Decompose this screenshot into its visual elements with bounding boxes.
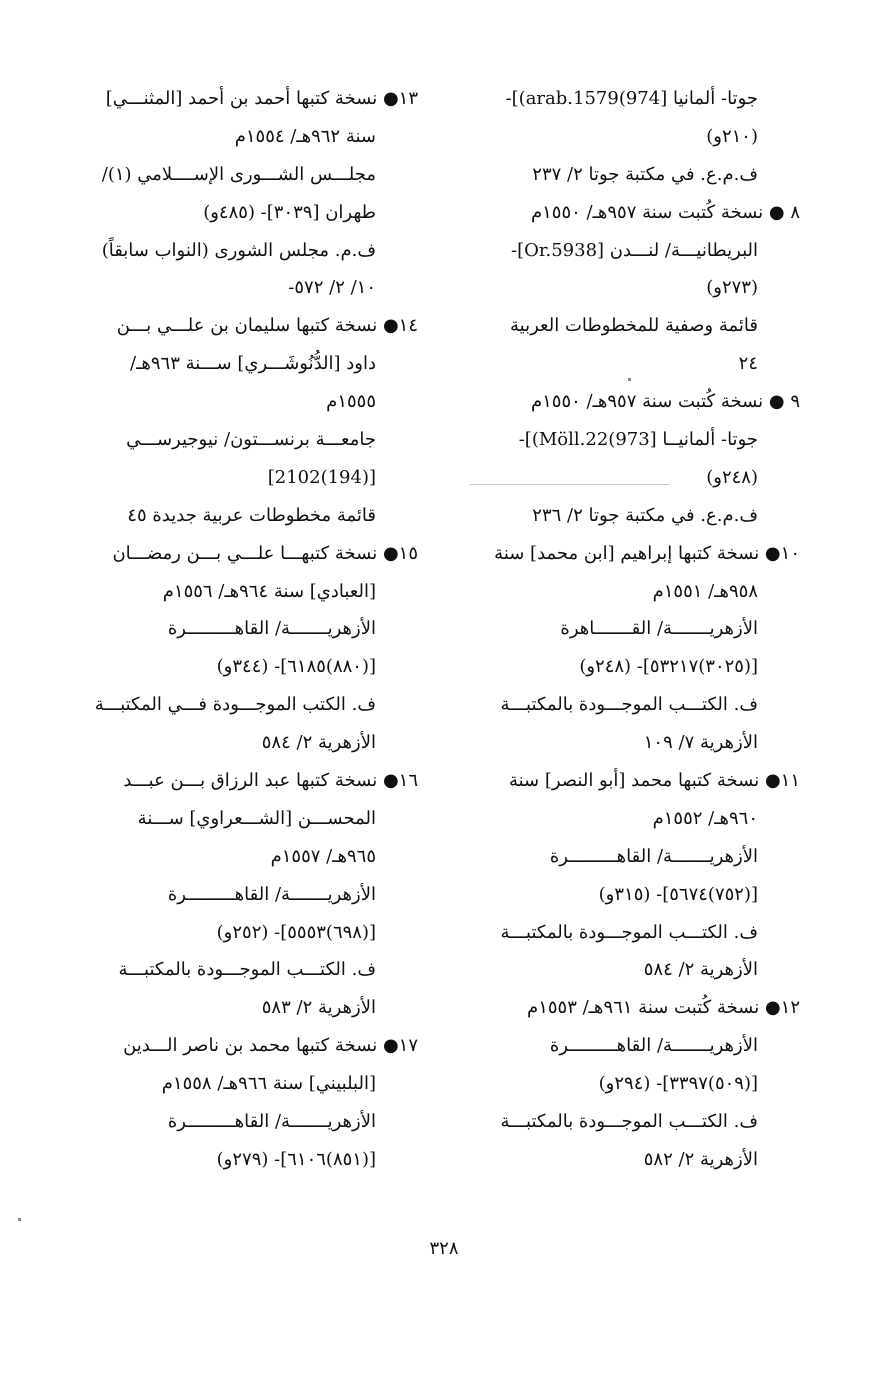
right-column-entry-heading: ٨ ● نسخة كُتبت سنة ٩٥٧هـ/ ١٥٥٠م <box>530 201 800 223</box>
right-column-line: جوتا- ألمانيا [974)arab.1579)]- <box>505 88 758 109</box>
right-column-line: الأزهريـــــــة/ القاهـــــــــرة <box>549 1035 758 1057</box>
left-column <box>78 80 418 1179</box>
left-column-line: قائمة مخطوطات عربية جديدة ٤٥ <box>127 504 376 526</box>
right-column-line: (٢٤٨و) <box>706 466 758 488</box>
right-column-line: ٢٤ <box>738 353 758 375</box>
right-column-line: ف. الكتـــب الموجـــودة بالمكتبـــة <box>500 1111 758 1133</box>
left-column-line: ١٠/ ٢/ ٥٧٢- <box>288 277 376 299</box>
right-column-line: (٢٧٣و) <box>706 277 758 299</box>
left-column-line: المحســـن [الشـــعراوي] ســـنة <box>137 807 376 829</box>
left-column-line: جامعـــة برنســـتون/ نيوجيرســـي <box>126 429 376 451</box>
right-column-entry-heading: ١٢● نسخة كُتبت سنة ٩٦١هـ/ ١٥٥٣م <box>527 997 800 1019</box>
right-column-line: الأزهرية ٧/ ١٠٩ <box>643 732 758 754</box>
left-column-line: [العبادي] سنة ٩٦٤هـ/ ١٥٥٦م <box>162 580 376 602</box>
left-column-line: [(٨٥١)٦١٠٦]- (٢٧٩و) <box>216 1148 376 1170</box>
left-column-entry-heading: ١٣● نسخة كتبها أحمد بن أحمد [المثنـــي] <box>105 88 418 109</box>
left-column-entry-heading: ١٤● نسخة كتبها سليمان بن علـــي بـــن <box>116 315 418 337</box>
left-column-line: طهران [٣٠٣٩]- (٤٨٥و) <box>203 201 376 223</box>
left-column-line: الأزهرية ٢/ ٥٨٣ <box>261 997 376 1019</box>
right-column-line: [(٣٠٢٥)٥٣٢١٧]- (٢٤٨و) <box>579 656 758 678</box>
left-column-entry-heading: ١٧● نسخة كتبها محمد بن ناصر الـــدين <box>123 1035 418 1057</box>
right-column-line: ف. الكتـــب الموجـــودة بالمكتبـــة <box>500 694 758 716</box>
right-column-line: الأزهرية ٢/ ٥٨٤ <box>643 959 758 981</box>
right-column-line: الأزهريـــــــة/ القـــــــاهرة <box>560 618 758 640</box>
right-column-entry-heading: ٩ ● نسخة كُتبت سنة ٩٥٧هـ/ ١٥٥٠م <box>530 391 800 413</box>
left-column-line: ف. الكتـــب الموجـــودة بالمكتبـــة <box>118 959 376 981</box>
scan-artifact-dot <box>628 378 631 381</box>
left-column-line: ف.م. مجلس الشورى (النواب سابقاً) <box>101 239 376 261</box>
scan-artifact-dot <box>18 1218 21 1221</box>
left-column-line: ف. الكتب الموجـــودة فـــي المكتبـــة <box>94 694 376 716</box>
right-column-entry-heading: ١١● نسخة كتبها محمد [أبو النصر] سنة <box>508 770 800 792</box>
left-column-line: [(٦٩٨)٥٥٥٣]- (٢٥٢و) <box>216 921 376 943</box>
left-column-line: الأزهرية ٢/ ٥٨٤ <box>261 732 376 754</box>
left-column-line: [البلبيني] سنة ٩٦٦هـ/ ١٥٥٨م <box>161 1073 376 1095</box>
right-column-line: ٩٥٨هـ/ ١٥٥١م <box>652 580 758 602</box>
left-column-entry-heading: ١٥● نسخة كتبهـــا علـــي بـــن رمضـــان <box>112 542 418 564</box>
left-column-line: الأزهريـــــــة/ القاهـــــــــرة <box>167 1111 376 1133</box>
right-column-line: (٢١٠و) <box>706 125 758 147</box>
right-column-line: ف. الكتـــب الموجـــودة بالمكتبـــة <box>500 921 758 943</box>
left-column-entry-heading: ١٦● نسخة كتبها عبد الرزاق بـــن عبـــد <box>123 770 418 792</box>
right-column-line: [(٧٥٢)٥٦٧٤]- (٣١٥و) <box>598 883 758 905</box>
right-column-line: [(٥٠٩)٣٣٩٧]- (٢٩٤و) <box>598 1073 758 1095</box>
right-column-line: ف.م.ع. في مكتبة جوتا ٢/ ٢٣٦ <box>532 504 758 526</box>
right-column-line: جوتا- ألمانيــا [973)Möll.22)]- <box>518 429 758 451</box>
left-column-line: [(194)2102] <box>267 466 376 488</box>
right-column-entry-heading: ١٠● نسخة كتبها إبراهيم [ابن محمد] سنة <box>494 542 800 564</box>
right-column-line: ٩٦٠هـ/ ١٥٥٢م <box>652 807 758 829</box>
left-column-line: الأزهريـــــــة/ القاهـــــــــرة <box>167 618 376 640</box>
right-column-line: ف.م.ع. في مكتبة جوتا ٢/ ٢٣٧ <box>532 163 758 185</box>
left-column-line: مجلـــس الشـــورى الإســــلامي (١)/ <box>101 163 376 185</box>
left-column-line: سنة ٩٦٢هـ/ ١٥٥٤م <box>234 125 376 147</box>
left-column-line: ١٥٥٥م <box>326 391 376 413</box>
left-column-line: ٩٦٥هـ/ ١٥٥٧م <box>270 845 376 867</box>
right-column <box>480 80 800 1179</box>
page-number: ٣٢٨ <box>429 1238 459 1259</box>
left-column-line: داود [الدُّنُوشَـــري] ســـنة ٩٦٣هـ/ <box>130 353 376 375</box>
left-column-line: [(٨٨٠)٦١٨٥]- (٣٤٤و) <box>216 656 376 678</box>
scan-artifact-line <box>470 484 670 485</box>
left-column-line: الأزهريـــــــة/ القاهـــــــــرة <box>167 883 376 905</box>
right-column-line: البريطانيـــة/ لنـــدن [Or.5938]- <box>511 239 758 261</box>
right-column-line: قائمة وصفية للمخطوطات العربية <box>510 315 758 337</box>
right-column-line: الأزهرية ٢/ ٥٨٢ <box>643 1148 758 1170</box>
right-column-line: الأزهريـــــــة/ القاهـــــــــرة <box>549 845 758 867</box>
